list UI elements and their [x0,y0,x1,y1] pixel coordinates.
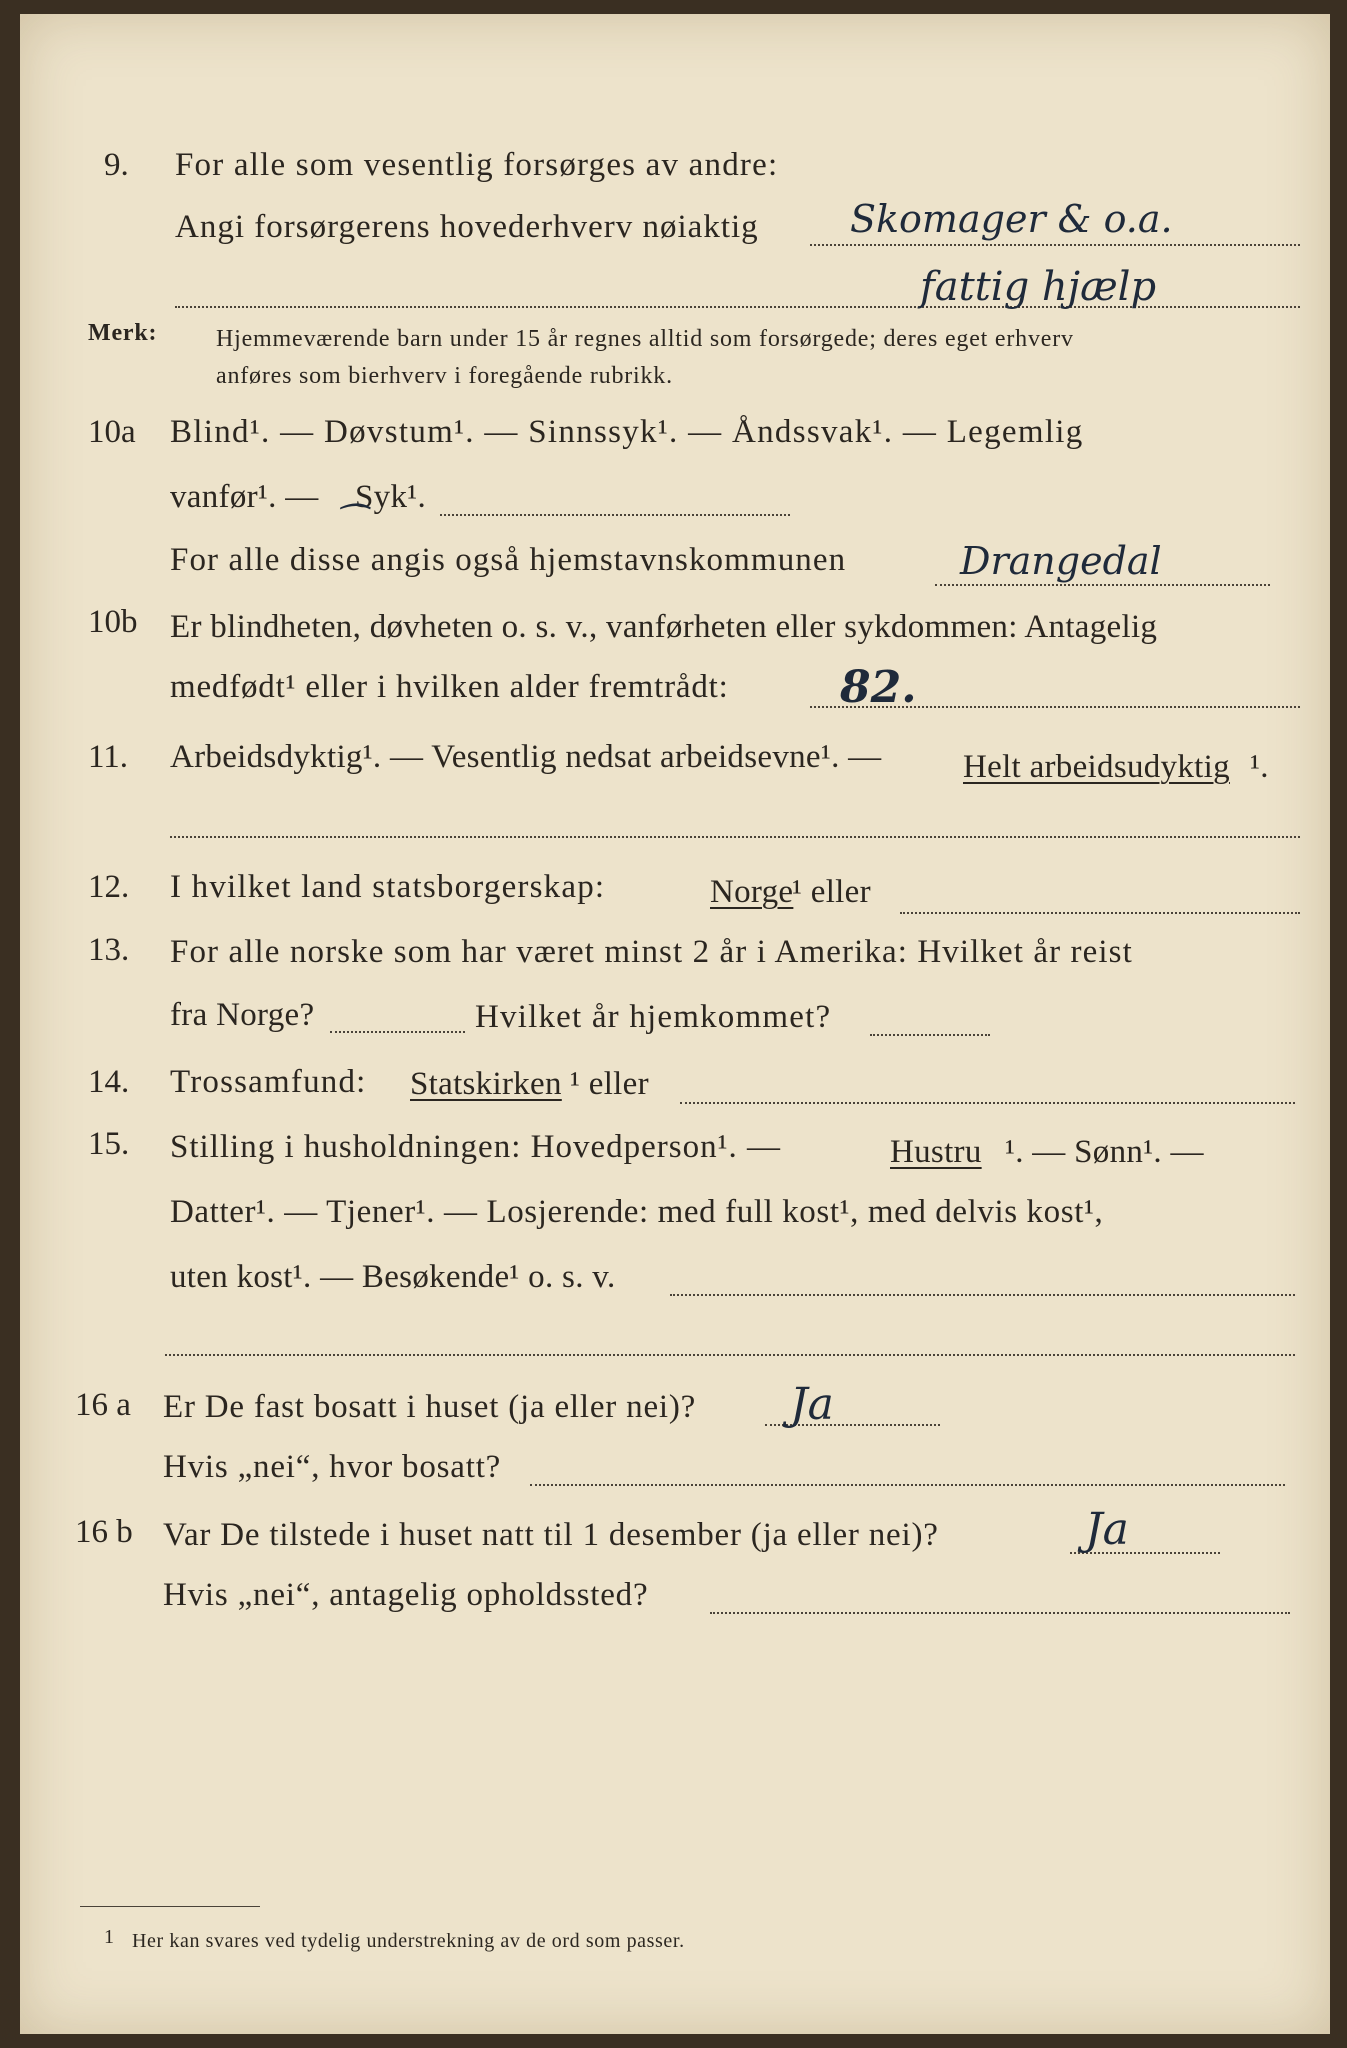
q16a-line1: Er De fast bosatt i huset (ja eller nei)? [163,1389,697,1425]
q15-answer-line1 [670,1294,1295,1296]
q16b-handwritten-answer: Ja [1085,1504,1129,1555]
q13-number: 13. [88,932,130,968]
q11-number: 11. [88,739,129,775]
q16b-opholdssted-line [710,1612,1290,1614]
q15-line2: Datter¹. — Tjener¹. — Losjerende: med full kost¹, med delvis kost¹, [170,1194,1104,1230]
q12-number: 12. [88,869,130,905]
q12-line1a: I hvilket land statsborgerskap: [170,869,606,905]
q15-line1c: ¹. — Sønn¹. — [1005,1134,1204,1170]
q13-line2b: Hvilket år hjemkommet? [475,999,832,1035]
q11-line1c: ¹. [1250,749,1269,785]
q9-answer-line1 [810,244,1300,246]
q10a-line2a: vanfør¹. — [170,479,319,515]
q10b-number: 10b [88,604,138,640]
q12-answer-line [900,912,1300,914]
q16b-line2: Hvis „nei“, antagelig opholdssted? [163,1577,649,1613]
q15-number: 15. [88,1126,130,1162]
q14-line1c: ¹ eller [570,1066,649,1102]
q10b-line1: Er blindheten, døvheten o. s. v., vanførheten eller sykdommen: Antagelig [170,609,1158,645]
q9-number: 9. [104,147,129,183]
q11-line1a: Arbeidsdyktig¹. — Vesentlig nedsat arbeidsevne¹. — [170,739,882,775]
footnote-mark: 1 [104,1926,115,1948]
footnote-text: Her kan svares ved tydelig understrekning av de ord som passer. [132,1930,685,1952]
q9-line1: For alle som vesentlig forsørges av andre: [175,147,779,183]
q16a-bosatt-line [530,1484,1285,1486]
q10a-line2b: Syk¹. [355,479,426,515]
q13-reist-line [330,1031,465,1033]
footnote-separator [80,1906,260,1907]
q9-handwritten-answer2: fattig hjælp [920,264,1157,310]
q13-line2a: fra Norge? [170,997,315,1033]
q16a-handwritten-answer: Ja [790,1379,834,1430]
q10b-line2: medfødt¹ eller i hvilken alder fremtrådt: [170,669,729,705]
merk-label: Merk: [88,320,158,346]
q10a-answer-line [935,584,1270,586]
q13-line1: For alle norske som har været minst 2 år i Amerika: Hvilket år reist [170,934,1133,970]
q10a-syk-underline-mark: ⁀ [335,504,363,544]
q15-line1b: Hustru [890,1134,982,1170]
q15-line3: uten kost¹. — Besøkende¹ o. s. v. [170,1259,616,1295]
q14-line1a: Trossamfund: [170,1064,367,1100]
q11-answer-line [170,836,1300,838]
q9-handwritten-answer1: Skomager & o.a. [850,197,1173,241]
q14-number: 14. [88,1064,130,1100]
q10a-handwritten-answer: Drangedal [960,539,1162,583]
q13-hjemkommet-line [870,1034,990,1036]
q10a-line1: Blind¹. — Døvstum¹. — Sinnssyk¹. — Åndssvak¹. — Legemlig [170,414,1084,450]
q12-line1b: Norge [710,874,794,910]
census-form-page [20,14,1330,2034]
q10a-syk-line [440,514,790,516]
q14-line1b: Statskirken [410,1066,562,1102]
q15-answer-line2 [165,1354,1295,1356]
q12-line1c: ¹ eller [792,874,871,910]
q14-answer-line [680,1102,1295,1104]
q10a-line3: For alle disse angis også hjemstavnskommunen [170,542,847,578]
merk-line2: anføres som bierhverv i foregående rubrikk. [216,363,673,389]
q16b-number: 16 b [75,1514,133,1550]
merk-line1: Hjemmeværende barn under 15 år regnes alltid som forsørgede; deres eget erhverv [216,326,1074,352]
q16a-line2: Hvis „nei“, hvor bosatt? [163,1449,502,1485]
q10a-number: 10a [88,414,136,450]
q16b-line1: Var De tilstede i huset natt til 1 desember (ja eller nei)? [163,1517,939,1553]
q11-line1b: Helt arbeidsudyktig [963,749,1230,785]
q15-line1a: Stilling i husholdningen: Hovedperson¹. — [170,1129,781,1165]
q16a-number: 16 a [75,1387,131,1423]
q10b-handwritten-answer: 82. [840,662,917,713]
q9-line2: Angi forsørgerens hovederhverv nøiaktig [175,209,759,245]
